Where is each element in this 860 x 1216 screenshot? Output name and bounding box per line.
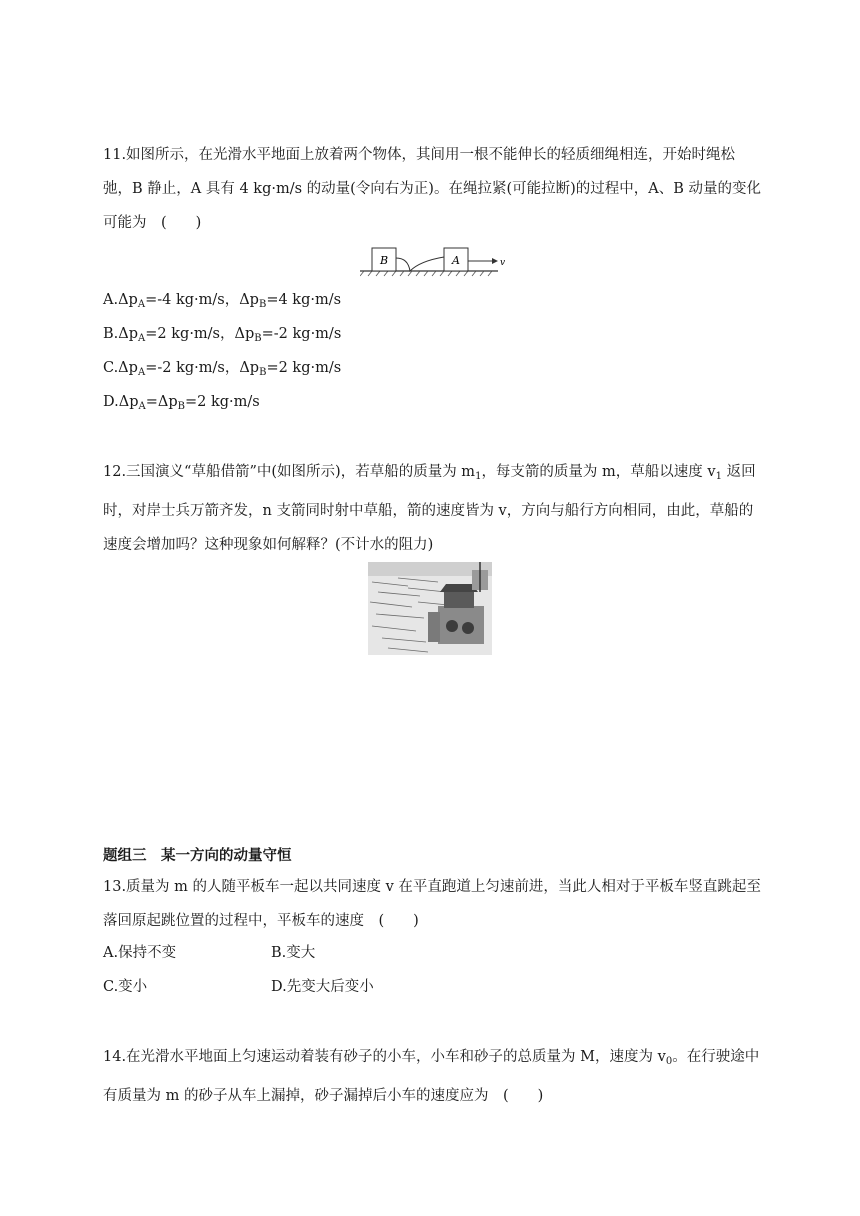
q11-option-a: $A.\Delta p_A=-4$ kg·m/s，$\Delta p_B=4$ kg·m/s [103, 292, 342, 310]
slack-rope [396, 257, 444, 271]
question-12-stem: 12.三国演义“草船借箭”中(如图所示)，若草船的质量为 $m_1$，每支箭的质量为 m，草船以速度 $v_1$ 返回时，对岸士兵万箭齐发，n 支箭同时射中草船，箭的速度皆为 v，方向与船行方向相同，由此，草船的速度会增加吗？这种现象如何解释？(不计水的阻力) [103, 464, 756, 553]
q13-option-d: D.先变大后变小 [271, 979, 374, 995]
block-a-label: A [452, 254, 460, 267]
block-b-label: B [379, 254, 389, 267]
velocity-label: v [500, 258, 506, 268]
rope-blocks-figure [360, 244, 510, 278]
question-11-stem: 11.如图所示，在光滑水平地面上放着两个物体，其间用一根不能伸长的轻质细绳相连，开始时绳松弛，B 静止，A 具有 4 kg·m/s 的动量(令向右为正)。在绳拉紧(可能拉断)的过程中，A、B 动量的变化可能为 ( ) [103, 147, 762, 231]
section-heading: 题组三 某一方向的动量守恒 [103, 848, 292, 864]
q11-option-c: $C.\Delta p_A=-2$ kg·m/s，$\Delta p_B=2$ kg·m/s [103, 360, 342, 378]
q11-option-b: $B.\Delta p_A=2$ kg·m/s，$\Delta p_B=-2$ kg·m/s [103, 326, 342, 344]
q13-option-b: B.变大 [271, 945, 316, 961]
q11-option-d: $D.\Delta p_A=\Delta p_B=2$ kg·m/s [103, 394, 260, 412]
q13-option-c: C.变小 [103, 979, 148, 995]
question-13-stem: 13.质量为 m 的人随平板车一起以共同速度 v 在平直跑道上匀速前进，当此人相对于平板车竖直跳起至落回原起跳位置的过程中，平板车的速度 ( ) [103, 879, 761, 929]
question-14-stem: 14.在光滑水平地面上匀速运动着装有砂子的小车，小车和砂子的总质量为 M，速度为 $v_0$。在行驶途中有质量为 m 的砂子从车上漏掉，砂子漏掉后小车的速度应为 ( ) [103, 1049, 760, 1104]
q13-option-a: A.保持不变 [103, 945, 177, 961]
straw-boat-arrows-picture [368, 562, 492, 655]
